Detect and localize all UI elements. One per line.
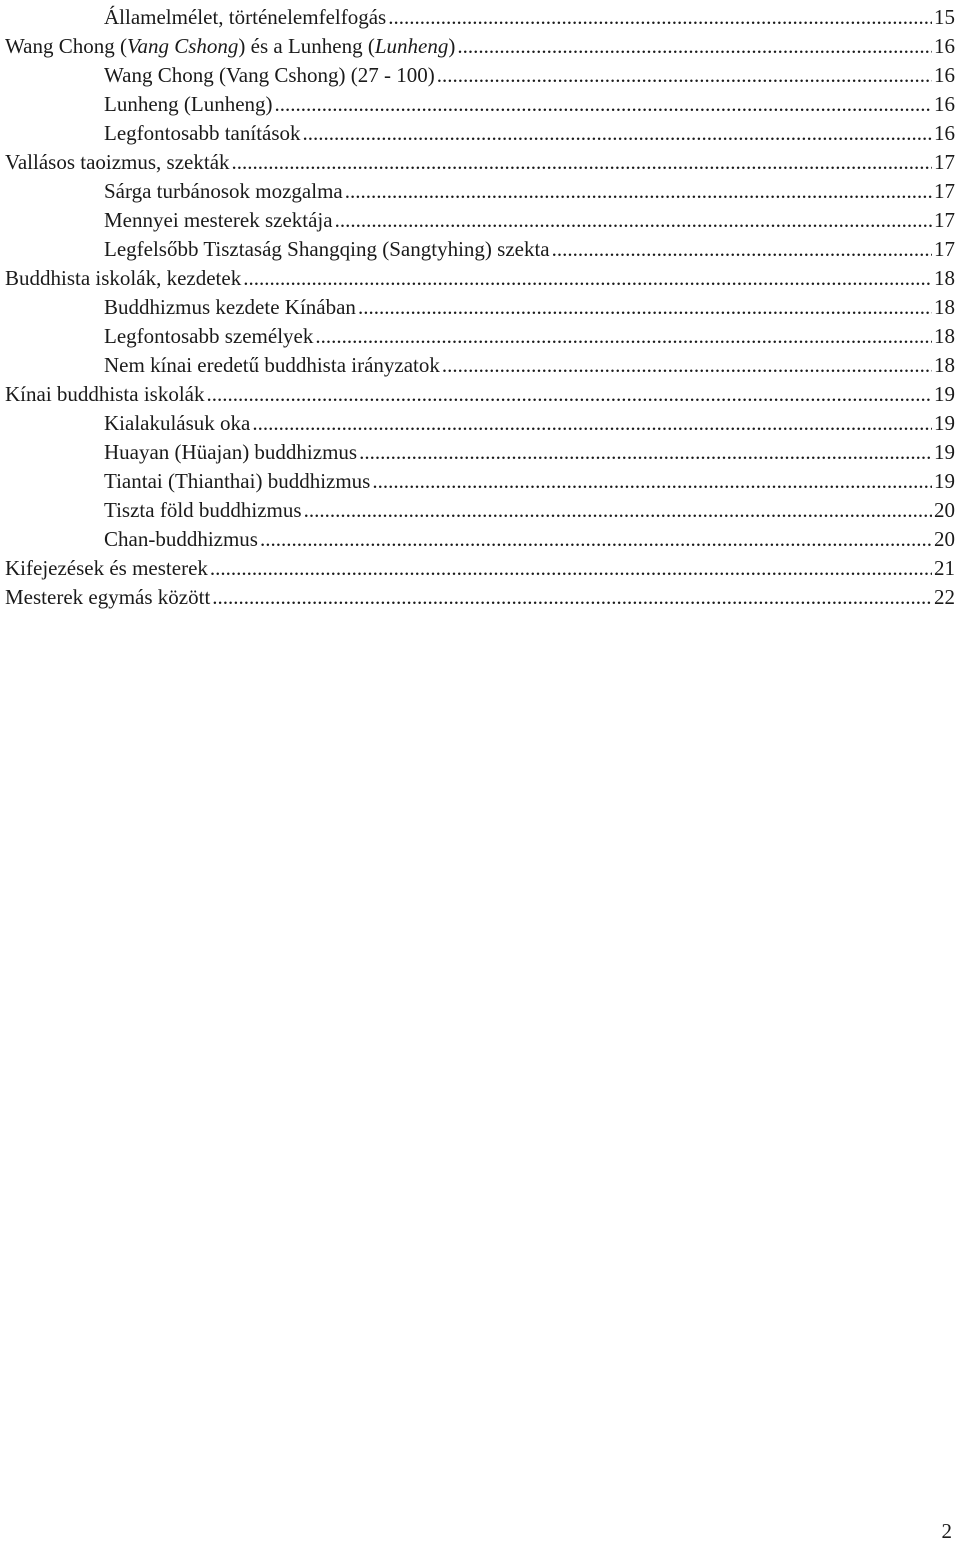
toc-leader-dots: [457, 32, 932, 61]
toc-entry-title: Buddhista iskolák, kezdetek: [5, 266, 242, 290]
toc-entry-title: Kifejezések és mesterek: [5, 556, 208, 580]
toc-entry-title: Legfontosabb személyek: [104, 324, 314, 348]
toc-leader-dots: [388, 3, 932, 32]
toc-entry-page: 17: [934, 237, 955, 261]
toc-entry[interactable]: [5, 525, 955, 554]
toc-entry-page: 16: [934, 92, 955, 116]
toc-leader-dots: [304, 496, 932, 525]
toc-leader-dots: [206, 380, 932, 409]
toc-title-part: Lunheng: [374, 34, 449, 58]
toc-entry-page: 18: [934, 266, 955, 290]
toc-entry-title: Sárga turbánosok mozgalma: [104, 179, 343, 203]
toc-entry-title: Mesterek egymás között: [5, 585, 211, 609]
toc-title-part: Wang Chong (: [5, 34, 127, 58]
toc-entry-title: Chan-buddhizmus: [104, 527, 258, 551]
toc-leader-dots: [232, 148, 932, 177]
table-of-contents: [5, 3, 955, 612]
toc-entry[interactable]: [5, 496, 955, 525]
toc-leader-dots: [372, 467, 932, 496]
toc-entry-title: Legfelsőbb Tisztaság Shangqing (Sangtyhing) szekta: [104, 237, 550, 261]
toc-entry-page: 15: [934, 5, 955, 29]
toc-leader-dots: [335, 206, 932, 235]
toc-entry[interactable]: [5, 61, 955, 90]
toc-entry[interactable]: [5, 380, 955, 409]
toc-entry-page: 20: [934, 498, 955, 522]
toc-entry[interactable]: [5, 235, 955, 264]
toc-entry[interactable]: [5, 351, 955, 380]
toc-entry[interactable]: [5, 206, 955, 235]
toc-entry-page: 18: [934, 324, 955, 348]
toc-leader-dots: [212, 583, 932, 612]
toc-entry-page: 19: [934, 411, 955, 435]
toc-entry-page: 17: [934, 150, 955, 174]
toc-leader-dots: [359, 438, 932, 467]
toc-entry-page: 19: [934, 382, 955, 406]
toc-entry-title: Mennyei mesterek szektája: [104, 208, 333, 232]
toc-leader-dots: [315, 322, 932, 351]
toc-title-part: Vang Cshong: [126, 34, 239, 58]
toc-entry[interactable]: [5, 119, 955, 148]
toc-leader-dots: [358, 293, 932, 322]
toc-entry[interactable]: [5, 409, 955, 438]
toc-entry[interactable]: [5, 293, 955, 322]
toc-leader-dots: [252, 409, 932, 438]
toc-entry[interactable]: [5, 90, 955, 119]
toc-leader-dots: [210, 554, 932, 583]
toc-entry-page: 16: [934, 34, 955, 58]
toc-entry-title: Államelmélet, történelemfelfogás: [104, 5, 387, 29]
toc-entry-page: 18: [934, 295, 955, 319]
toc-entry-title: Vallásos taoizmus, szekták: [5, 150, 230, 174]
toc-entry[interactable]: [5, 554, 955, 583]
toc-leader-dots: [552, 235, 932, 264]
toc-entry-title: Wang Chong (Vang Cshong) (27 - 100): [104, 63, 435, 87]
toc-entry-page: 18: [934, 353, 955, 377]
toc-leader-dots: [437, 61, 932, 90]
toc-entry-title: Huayan (Hüajan) buddhizmus: [104, 440, 358, 464]
toc-entry-title: Tiantai (Thianthai) buddhizmus: [104, 469, 371, 493]
toc-entry[interactable]: [5, 438, 955, 467]
toc-leader-dots: [243, 264, 932, 293]
toc-entry[interactable]: [5, 32, 955, 61]
toc-leader-dots: [260, 525, 932, 554]
toc-entry[interactable]: [5, 583, 955, 612]
toc-leader-dots: [442, 351, 932, 380]
toc-entry-page: 17: [934, 208, 955, 232]
toc-title-part: ): [448, 34, 456, 58]
page-number: 2: [941, 1519, 952, 1543]
toc-leader-dots: [303, 119, 932, 148]
toc-entry-page: 22: [934, 585, 955, 609]
toc-entry-page: 19: [934, 469, 955, 493]
toc-entry-page: 16: [934, 63, 955, 87]
toc-entry[interactable]: [5, 467, 955, 496]
toc-entry-title: Nem kínai eredetű buddhista irányzatok: [104, 353, 440, 377]
toc-entry-page: 17: [934, 179, 955, 203]
toc-entry[interactable]: [5, 148, 955, 177]
toc-entry-title: Kialakulásuk oka: [104, 411, 251, 435]
toc-entry-title: Kínai buddhista iskolák: [5, 382, 205, 406]
toc-entry-page: 20: [934, 527, 955, 551]
toc-leader-dots: [345, 177, 932, 206]
toc-entry-title: Tiszta föld buddhizmus: [104, 498, 302, 522]
toc-entry[interactable]: [5, 264, 955, 293]
toc-entry-page: 19: [934, 440, 955, 464]
toc-title-part: ) és a Lunheng (: [238, 34, 375, 58]
toc-entry-page: 16: [934, 121, 955, 145]
toc-entry[interactable]: [5, 177, 955, 206]
toc-entry-title: Buddhizmus kezdete Kínában: [104, 295, 356, 319]
toc-entry[interactable]: [5, 322, 955, 351]
toc-entry-title: [5, 32, 455, 61]
toc-entry[interactable]: [5, 3, 955, 32]
toc-entry-title: Legfontosabb tanítások: [104, 121, 301, 145]
toc-leader-dots: [275, 90, 932, 119]
toc-entry-title: Lunheng (Lunheng): [104, 92, 273, 116]
toc-entry-page: 21: [934, 556, 955, 580]
